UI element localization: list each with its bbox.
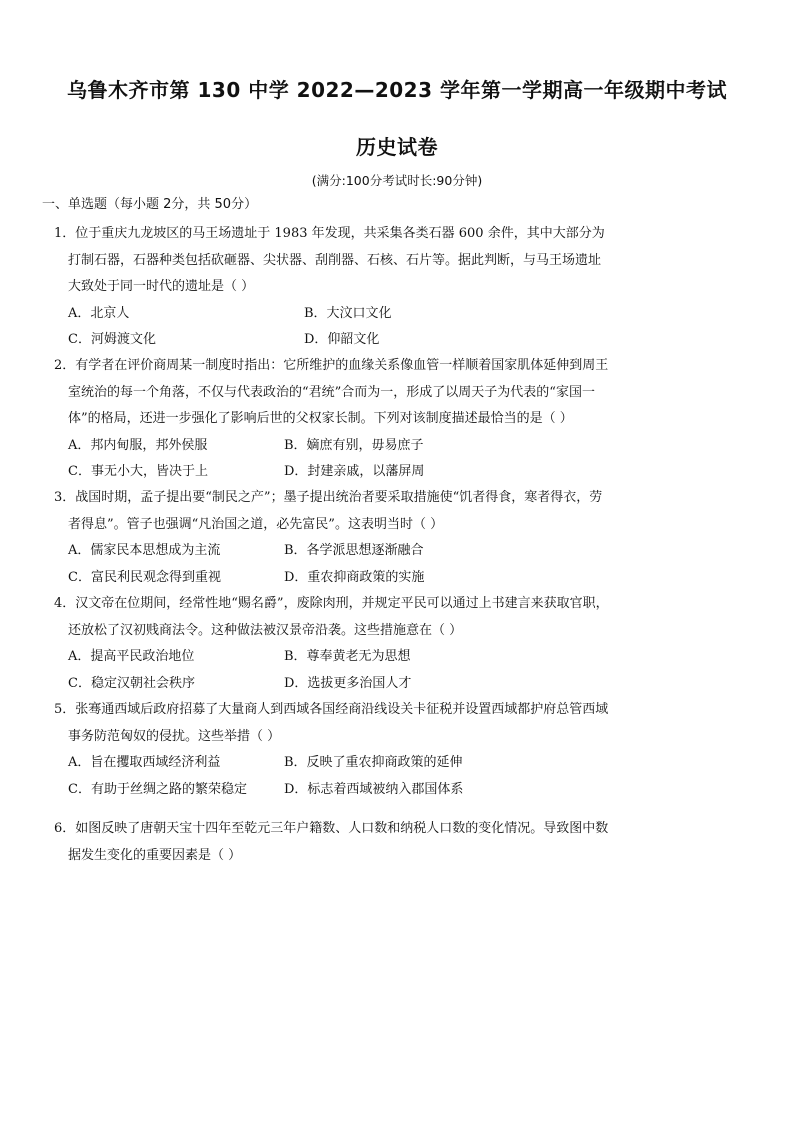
question-options [68,301,610,354]
option-c: C．河姆渡文化 [68,332,156,347]
option-c: C．稳定汉朝社会秩序 [68,675,195,691]
question-options [68,750,610,803]
question-3 [54,485,610,591]
option-a: A．旨在攫取西域经济利益 [68,755,221,770]
option-b: B．各学派思想逐渐融合 [284,543,424,558]
option-d: D．仰韶文化 [304,332,380,347]
option-b: B．反映了重农抑商政策的延伸 [284,755,463,770]
option-c: C．富民利民观念得到重视 [68,569,221,585]
option-d: D．选拔更多治国人才 [284,675,412,691]
section-heading: 一、单选题（每小题 2分，共 50分） [42,197,258,212]
option-a: A．提高平民政治地位 [68,649,195,664]
question-options [68,644,610,697]
exam-meta: (满分:100分考试时长:90分钟) [311,173,483,188]
question-4 [54,591,610,697]
option-d: D．标志着西域被纳入郡国体系 [284,781,464,797]
option-a: A．北京人 [68,305,130,321]
option-b: B．尊奉黄老无为思想 [284,649,411,664]
question-stem: 2．有学者在评价商周某一制度时指出：它所维护的血缘关系像血管一样顺着国家肌体延伸到周王室统治的每一个角落，不仅与代表政治的“君统”合而为一，形成了以周天子为代表的“家国一体”的格局，还进一步强化了影响后世的父权家长制。下列对该制度描述最恰当的是（ ） [54,358,609,426]
question-options [68,433,610,486]
question-stem: 5．张骞通西域后政府招募了大量商人到西域各国经商沿线设关卡征税并设置西域都护府总管西域事务防范匈奴的侵扰。这些举措（ ） [54,702,609,744]
option-c: C．有助于丝绸之路的繁荣稳定 [68,781,247,797]
exam-title: 乌鲁木齐市第 130 中学 2022—2023 学年第一学期高一年级期中考试 [67,78,727,102]
option-c: C．事无小大，皆决于上 [68,464,208,479]
question-stem: 3．战国时期，孟子提出要“制民之产”；墨子提出统治者要采取措施使“饥者得食，寒者得衣，劳者得息”。管子也强调“凡治国之道，必先富民”。这表明当时（ ） [54,490,603,532]
question-1 [54,221,610,354]
question-stem: 4．汉文帝在位期间，经常性地“赐名爵”，废除肉刑，并规定平民可以通过上书建言来获取官职，还放松了汉初贱商法令。这种做法被汉景帝沿袭。这些措施意在（ ） [54,596,609,638]
question-2 [54,353,610,486]
option-b: B．大汶口文化 [304,305,392,321]
question-options [68,538,610,591]
option-d: D．封建亲戚，以藩屏周 [284,464,425,479]
option-a: A．儒家民本思想成为主流 [68,543,221,558]
option-a: A．邦内甸服，邦外侯服 [68,437,208,453]
question-6 [54,816,610,869]
option-b: B．嫡庶有别，毋易庶子 [284,437,424,453]
option-d: D．重农抑商政策的实施 [284,569,425,585]
question-5 [54,697,610,803]
question-stem: 6．如图反映了唐朝天宝十四年至乾元三年户籍数、人口数和纳税人口数的变化情况。导致图中数据发生变化的重要因素是（ ） [54,821,609,863]
exam-subject-title: 历史试卷 [356,135,438,159]
question-stem: 1．位于重庆九龙坡区的马王场遗址于 1983 年发现，共采集各类石器 600 余件，其中大部分为打制石器，石器种类包括砍砸器、尖状器、刮削器、石核、石片等。据此判断，与马王场遗址大致处于同一时代的遗址是（ ） [54,226,605,294]
